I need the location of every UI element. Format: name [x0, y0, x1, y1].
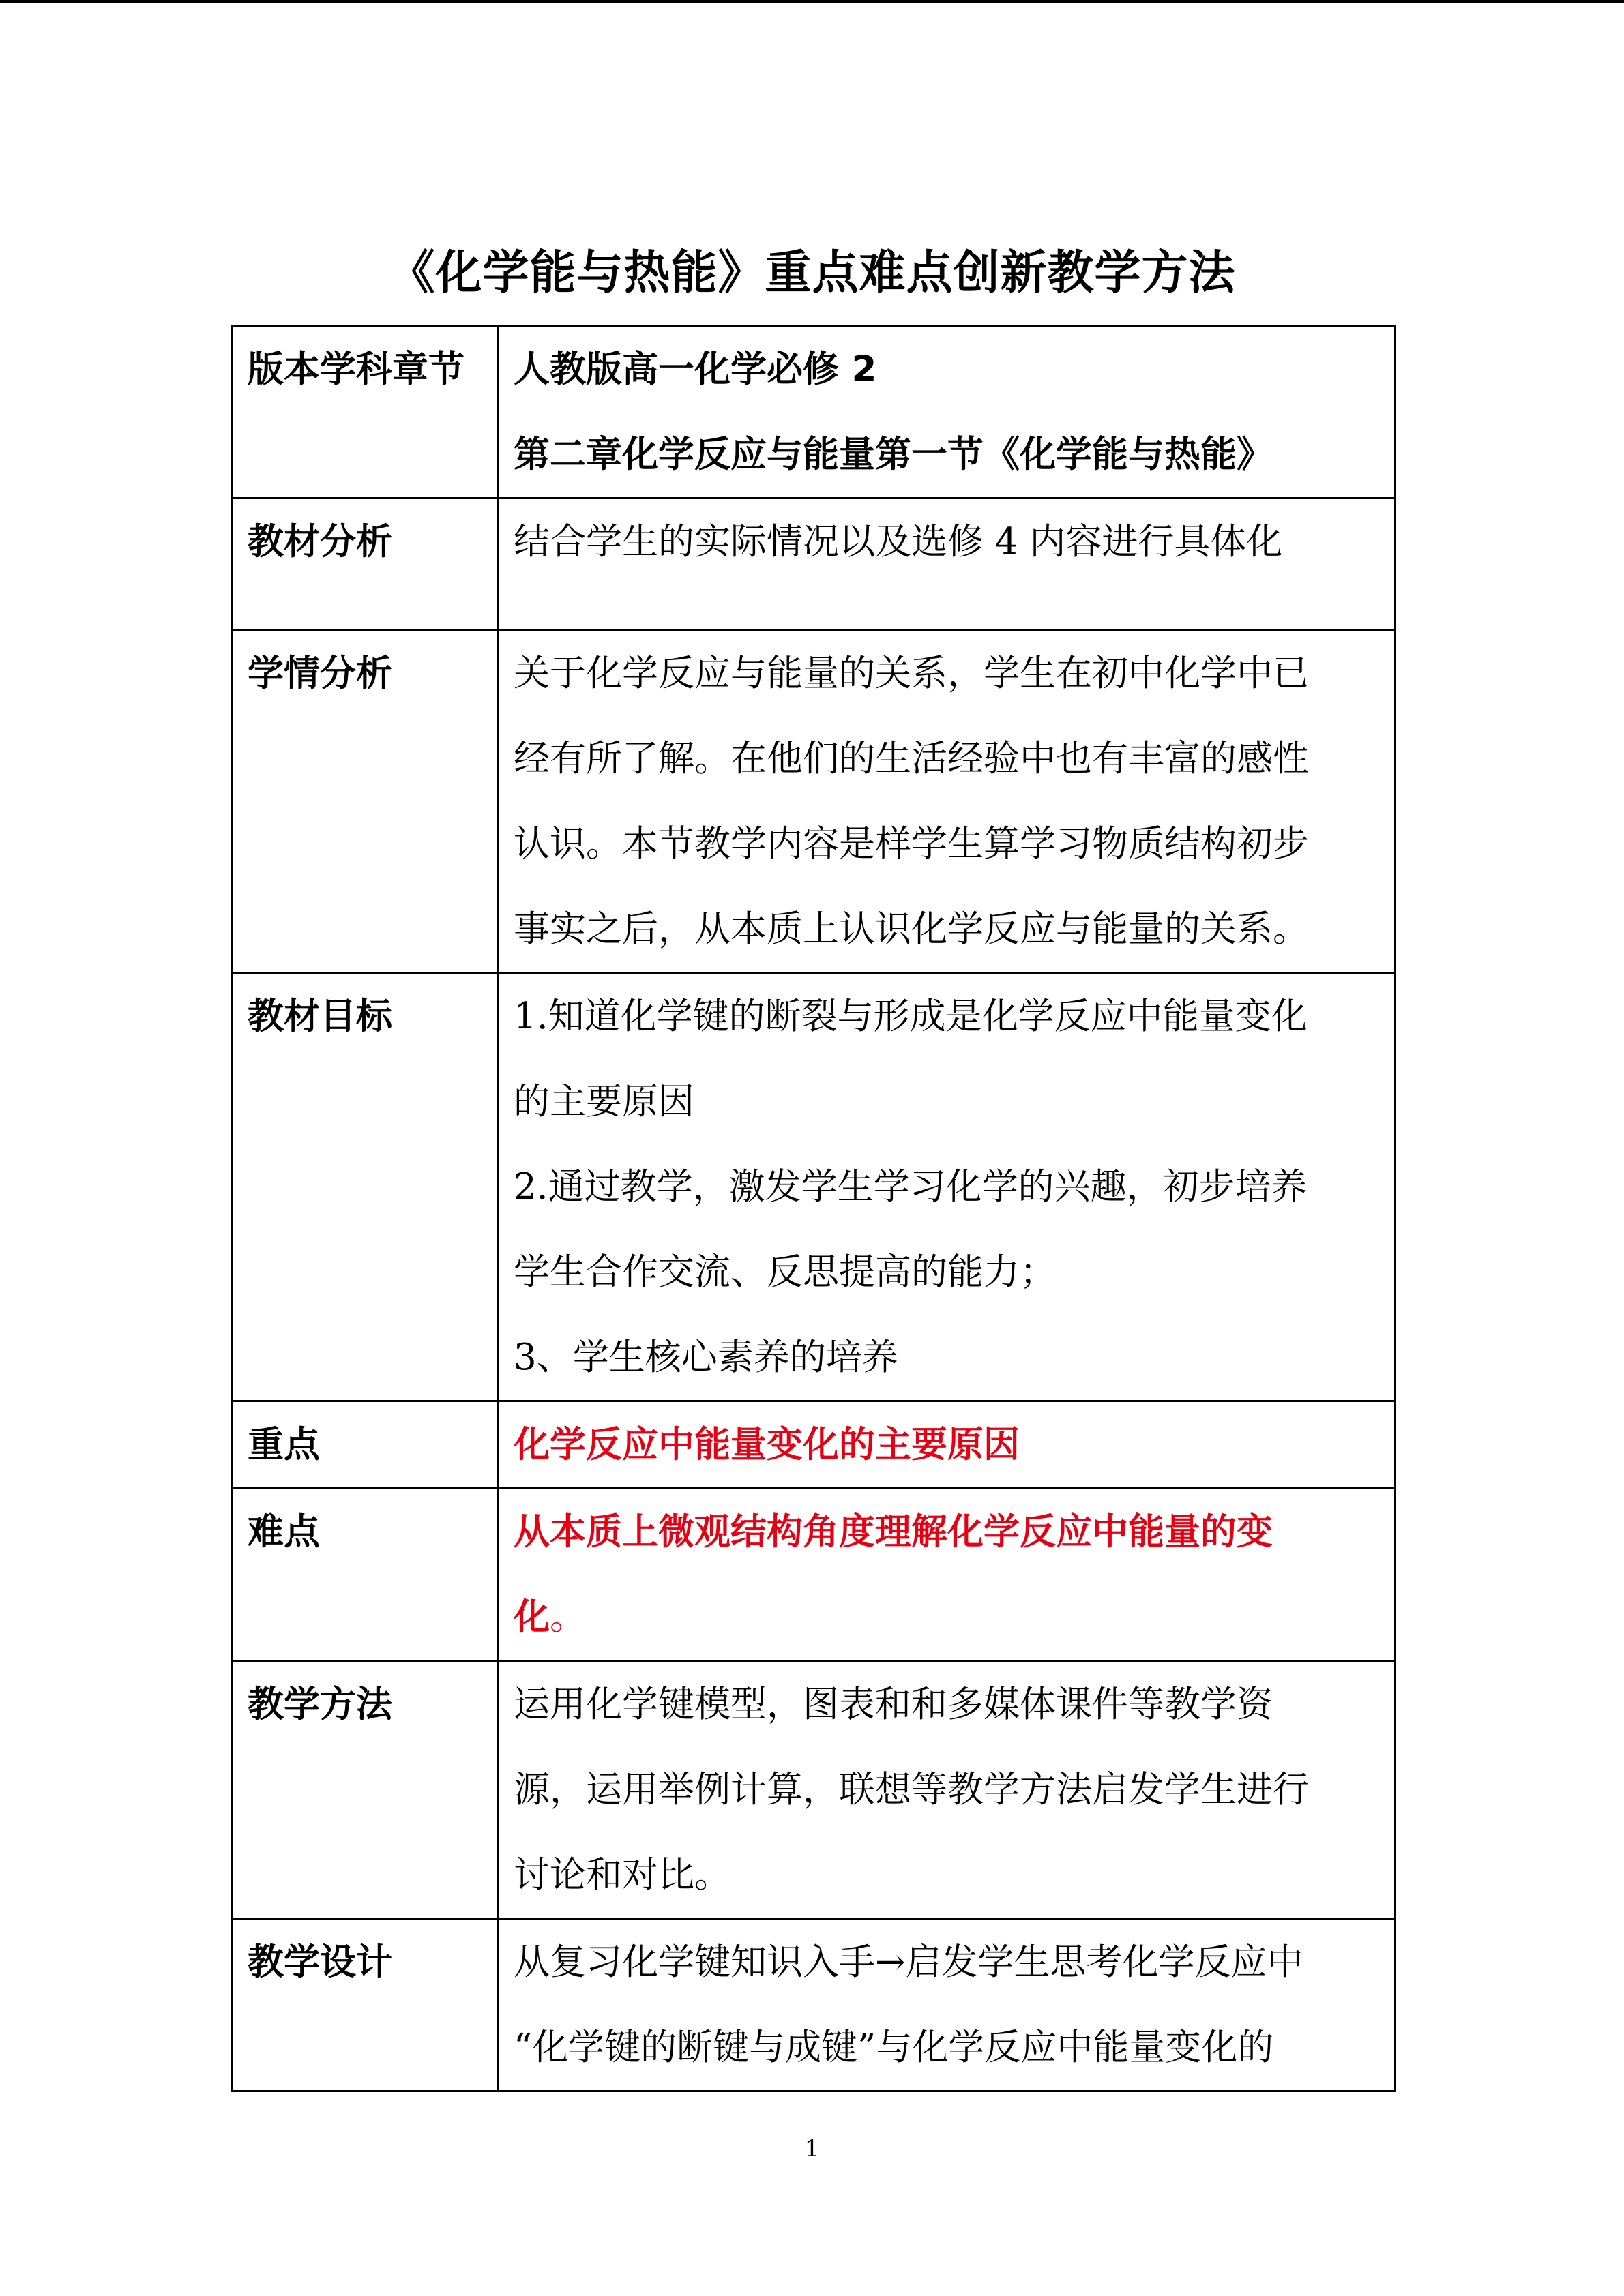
row-label-learner-analysis: 学情分析 — [232, 630, 498, 973]
content-punctuation: 。 — [550, 1596, 586, 1638]
row-label-key-point: 重点 — [232, 1401, 498, 1489]
content-line: 3、学生核心素养的培养 — [514, 1337, 898, 1378]
content-line: 学生合作交流、反思提高的能力； — [514, 1251, 1056, 1293]
table-row-teaching-design — [232, 1919, 1396, 2091]
content-line: 经有所了解。在他们的生活经验中也有丰富的感性 — [514, 738, 1309, 779]
content-line: 2.通过教学，激发学生学习化学的兴趣，初步培养 — [514, 1166, 1308, 1208]
content-line: 源，运用举例计算，联想等教学方法启发学生进行 — [514, 1769, 1309, 1810]
row-label-edition: 版本学科章节 — [232, 326, 498, 498]
content-text: 化 — [514, 1596, 550, 1638]
row-content-edition — [498, 326, 1396, 498]
content-line: 认识。本节教学内容是样学生算学习物质结构初步 — [514, 823, 1309, 865]
row-content-learner-analysis — [498, 630, 1396, 973]
document-title: 《化学能与热能》重点难点创新教学方法 — [388, 245, 1236, 300]
top-border-rule — [0, 0, 1624, 3]
content-line: 从复习化学键知识入手→启发学生思考化学反应中 — [514, 1941, 1303, 1983]
table-row-edition — [232, 326, 1396, 498]
content-line: 讨论和对比。 — [514, 1854, 730, 1896]
page-number: 1 — [804, 2135, 820, 2162]
row-label-difficulty: 难点 — [232, 1489, 498, 1661]
table-row-teaching-method — [232, 1661, 1396, 1919]
table-row-learner-analysis — [232, 630, 1396, 973]
row-content-teaching-method — [498, 1661, 1396, 1919]
table-row-objectives — [232, 973, 1396, 1401]
content-line: 运用化学键模型，图表和和多媒体课件等教学资 — [514, 1684, 1273, 1725]
row-content-difficulty — [498, 1489, 1396, 1661]
table-row-textbook-analysis — [232, 498, 1396, 630]
content-line: 1.知道化学键的断裂与形成是化学反应中能量变化 — [514, 996, 1308, 1037]
row-content-key-point — [498, 1401, 1396, 1489]
row-label-teaching-method: 教学方法 — [232, 1661, 498, 1919]
table-row-key-point — [232, 1401, 1396, 1489]
row-content-textbook-analysis — [498, 498, 1396, 630]
content-line: “化学键的断键与成键”与化学反应中能量变化的 — [514, 2027, 1274, 2068]
content-line: 关于化学反应与能量的关系，学生在初中化学中已 — [514, 653, 1309, 694]
content-line-last — [514, 1575, 1379, 1660]
row-content-teaching-design — [498, 1919, 1396, 2091]
content-line: 第二章化学反应与能量第一节《化学能与热能》 — [514, 434, 1273, 475]
row-content-objectives — [498, 973, 1396, 1401]
lesson-plan-table — [231, 325, 1396, 2092]
content-line: 从本质上微观结构角度理解化学反应中能量的变 — [514, 1511, 1273, 1553]
content-line: 的主要原因 — [514, 1081, 694, 1122]
row-label-teaching-design: 教学设计 — [232, 1919, 498, 2091]
content-line: 事实之后，从本质上认识化学反应与能量的关系。 — [514, 908, 1309, 950]
row-label-textbook-analysis: 教材分析 — [232, 498, 498, 630]
row-label-objectives: 教材目标 — [232, 973, 498, 1401]
content-line: 结合学生的实际情况以及选修 4 内容进行具体化 — [514, 521, 1283, 563]
content-line: 化学反应中能量变化的主要原因 — [514, 1424, 1020, 1465]
table-row-difficulty — [232, 1489, 1396, 1661]
content-line: 人教版高一化学必修 2 — [514, 348, 877, 390]
